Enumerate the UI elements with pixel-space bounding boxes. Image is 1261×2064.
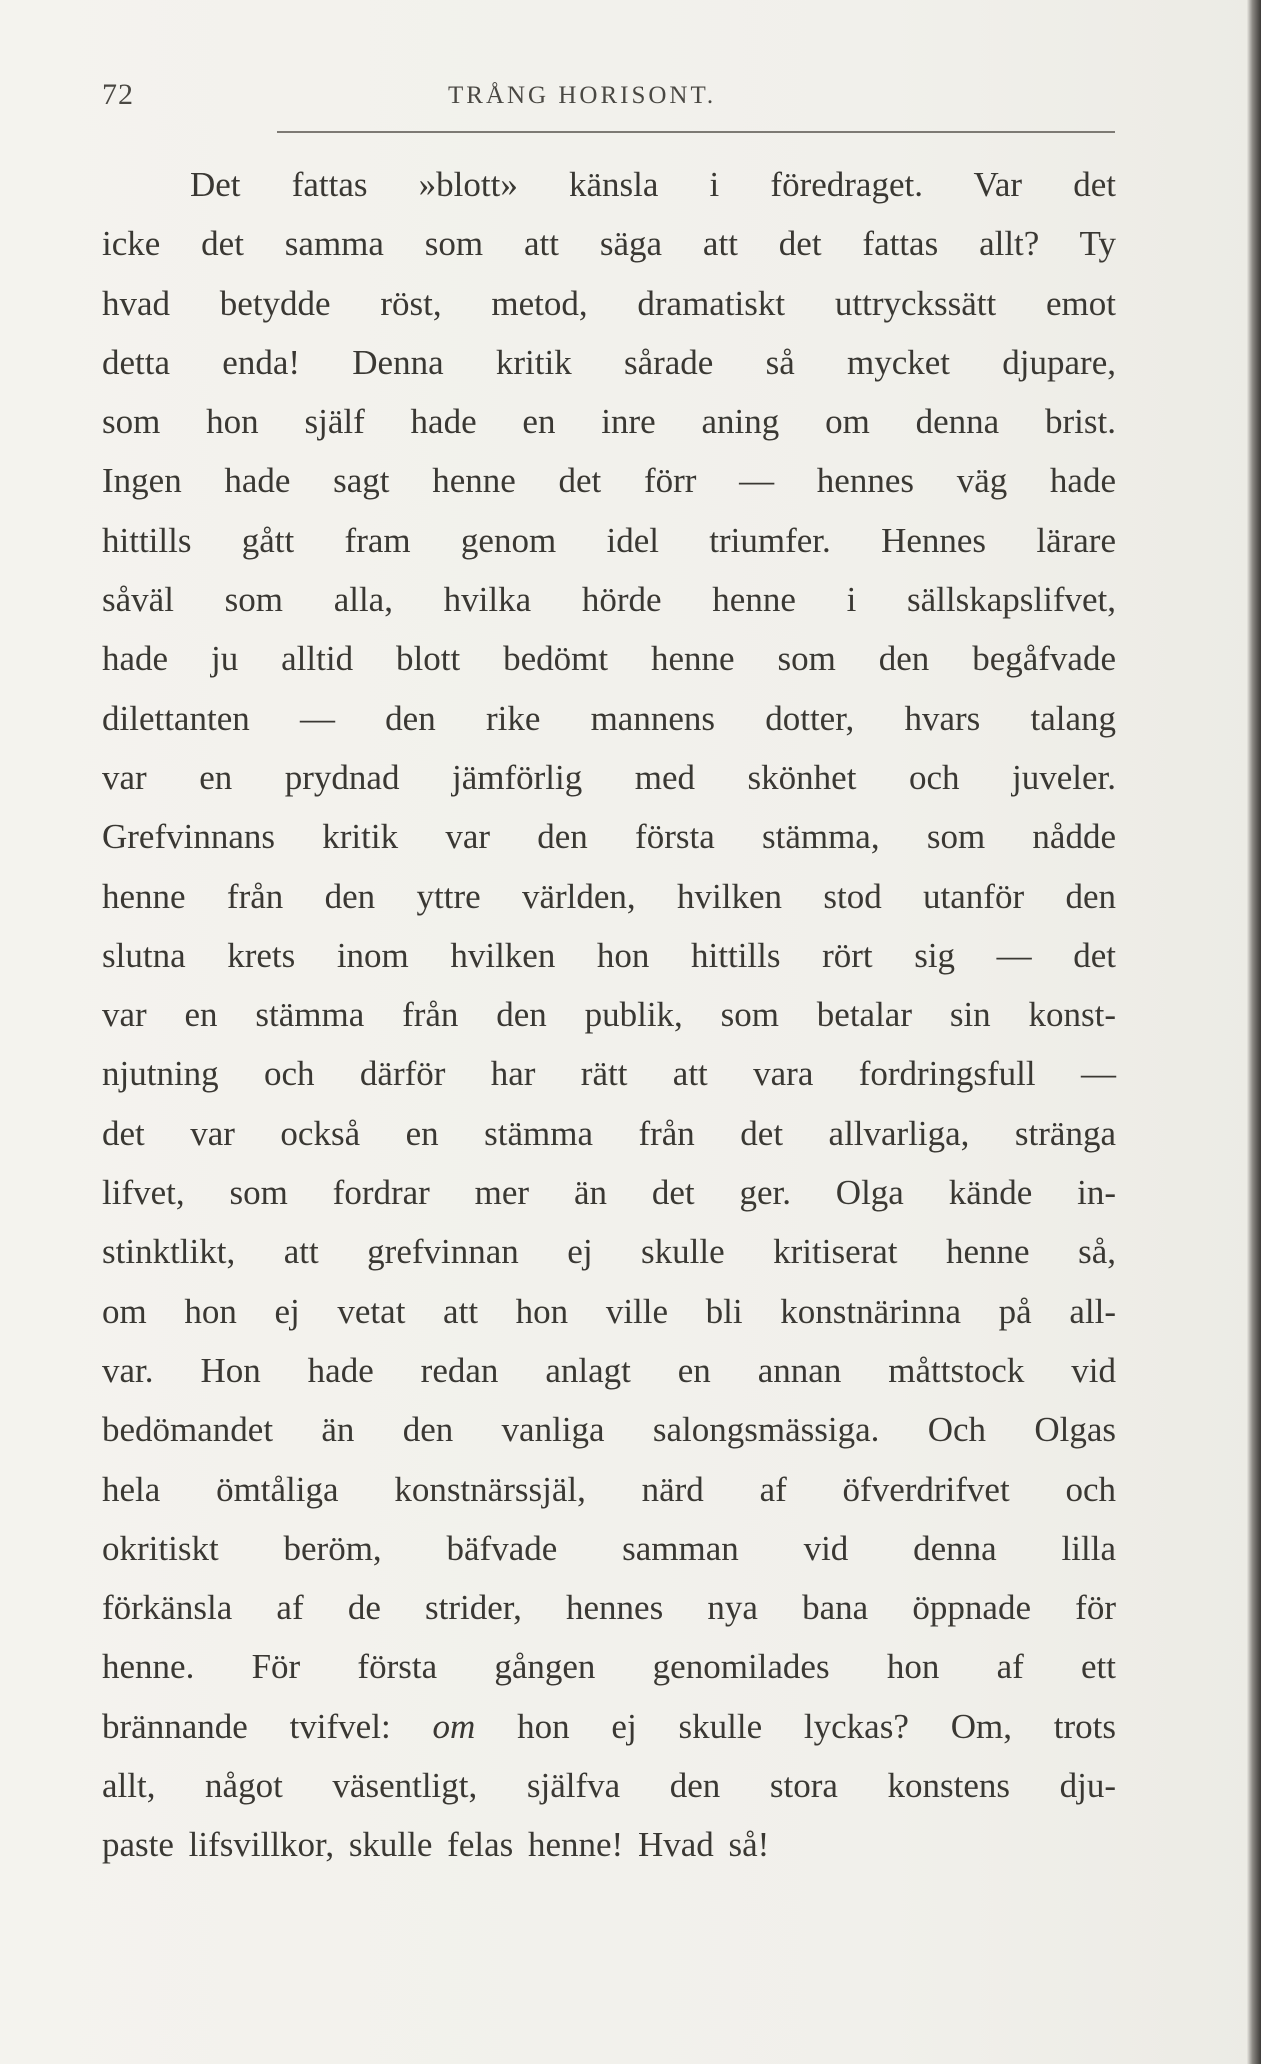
text-line: okritiskt beröm, bäfvade samman vid denna lilla	[102, 1528, 1116, 1568]
text-line: hittills gått fram genom idel triumfer. Hennes lärare	[102, 520, 1116, 560]
text-fragment: hon ej skulle lyckas? Om, trots	[475, 1706, 1116, 1746]
text-line: dilettanten — den rike mannens dotter, hvars talang	[102, 698, 1116, 738]
text-line: Ingen hade sagt henne det förr — hennes väg hade	[102, 461, 1116, 501]
text-line: var en prydnad jämförlig med skönhet och juveler.	[102, 757, 1116, 797]
page-number: 72	[102, 78, 134, 111]
text-line: var en stämma från den publik, som betalar sin konst-	[102, 995, 1116, 1035]
running-title: TRÅNG HORISONT.	[448, 82, 717, 109]
text-line: Grefvinnans kritik var den första stämma, som nådde	[102, 817, 1116, 857]
text-line: allt, något väsentligt, själfva den stora konstens dju-	[102, 1766, 1116, 1806]
text-line: var. Hon hade redan anlagt en annan måttstock vid	[102, 1350, 1116, 1390]
text-line: om hon ej vetat att hon ville bli konstnärinna på all-	[102, 1291, 1116, 1331]
page-header	[102, 78, 1112, 118]
body-text	[102, 155, 1116, 1875]
text-line: förkänsla af de strider, hennes nya bana öppnade för	[102, 1588, 1116, 1628]
text-line: hade ju alltid blott bedömt henne som den begåfvade	[102, 639, 1116, 679]
text-line: såväl som alla, hvilka hörde henne i sällskapslifvet,	[102, 580, 1116, 620]
page-edge-shadow	[1247, 0, 1261, 2064]
text-line: bedömandet än den vanliga salongsmässiga. Och Olgas	[102, 1410, 1116, 1450]
text-line: henne. För första gången genomilades hon af ett	[102, 1647, 1116, 1687]
text-line: lifvet, som fordrar mer än det ger. Olga kände in-	[102, 1173, 1116, 1213]
text-line: Det fattas »blott» känsla i föredraget. Var det	[190, 165, 1116, 204]
text-line: icke det samma som att säga att det fattas allt? Ty	[102, 224, 1116, 264]
text-line: som hon själf hade en inre aning om denna brist.	[102, 402, 1116, 442]
text-line: njutning och därför har rätt att vara fordringsfull —	[102, 1054, 1116, 1094]
text-line	[102, 1697, 1116, 1756]
text-line: slutna krets inom hvilken hon hittills rört sig — det	[102, 935, 1116, 975]
italic-word: om	[432, 1706, 476, 1746]
text-line: detta enda! Denna kritik sårade så mycket djupare,	[102, 342, 1116, 382]
text-fragment: brännande tvifvel:	[102, 1706, 433, 1746]
text-line: henne från den yttre världen, hvilken stod utanför den	[102, 876, 1116, 916]
text-line: hela ömtåliga konstnärssjäl, närd af öfverdrifvet och	[102, 1469, 1116, 1509]
header-rule	[277, 131, 1115, 133]
text-line: stinktlikt, att grefvinnan ej skulle kritiserat henne så,	[102, 1232, 1116, 1272]
text-line: hvad betydde röst, metod, dramatiskt uttryckssätt emot	[102, 283, 1116, 323]
text-line: det var också en stämma från det allvarliga, stränga	[102, 1113, 1116, 1153]
text-line: paste lifsvillkor, skulle felas henne! Hvad så!	[102, 1825, 770, 1865]
